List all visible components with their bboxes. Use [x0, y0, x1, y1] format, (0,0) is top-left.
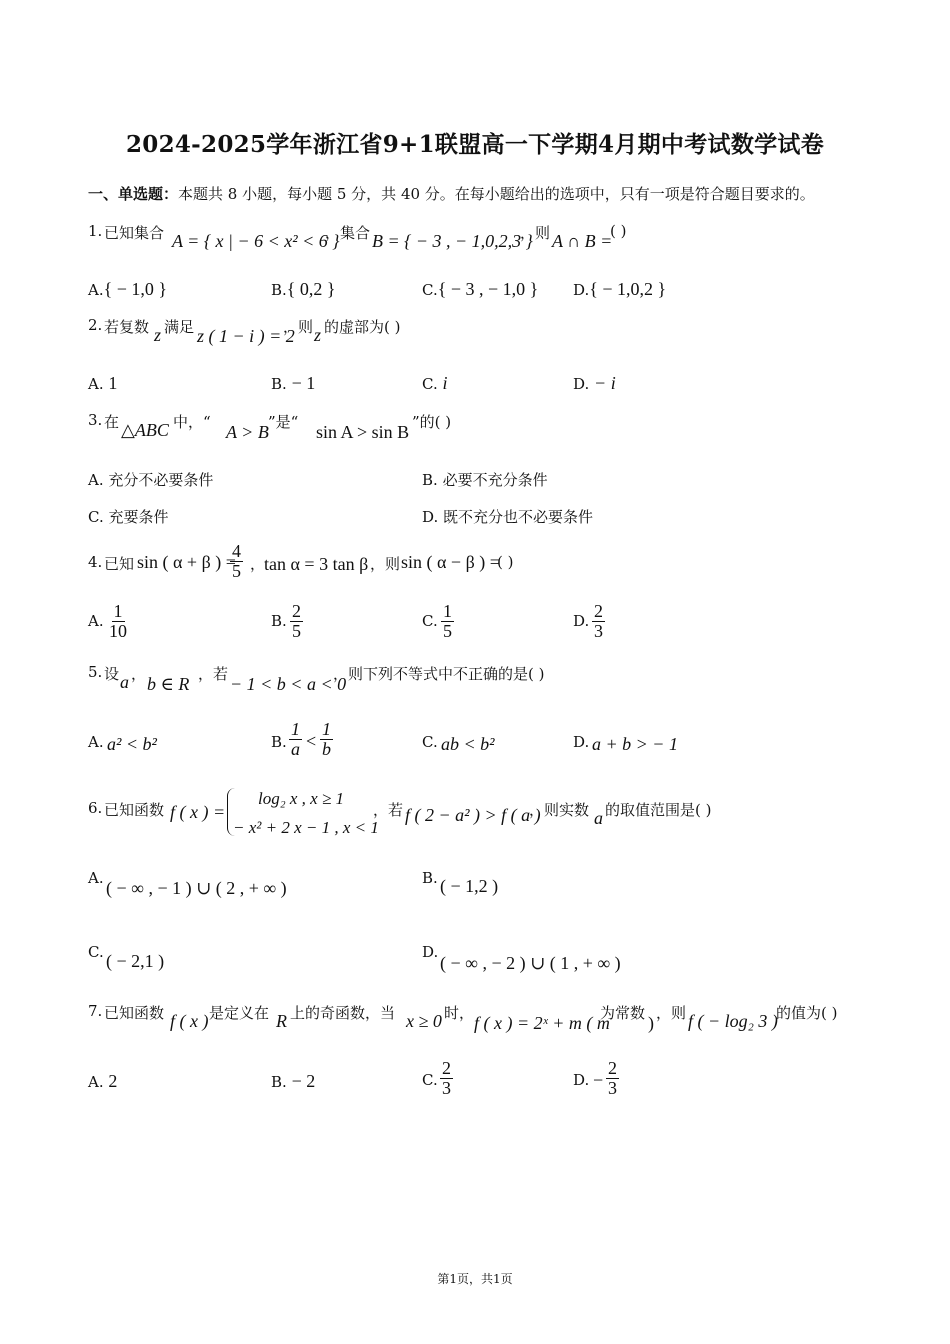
page-title: 2024-2025学年浙江省9+1联盟高一下学期4月期中考试数学试卷: [125, 131, 825, 158]
page-footer: 第1页，共1页: [437, 1272, 513, 1286]
section-heading: 一、单选题：本题共 8 小题，每小题 5 分，共 40 分。在每小题给出的选项中，只有一项是符合题目要求的。: [88, 185, 815, 203]
